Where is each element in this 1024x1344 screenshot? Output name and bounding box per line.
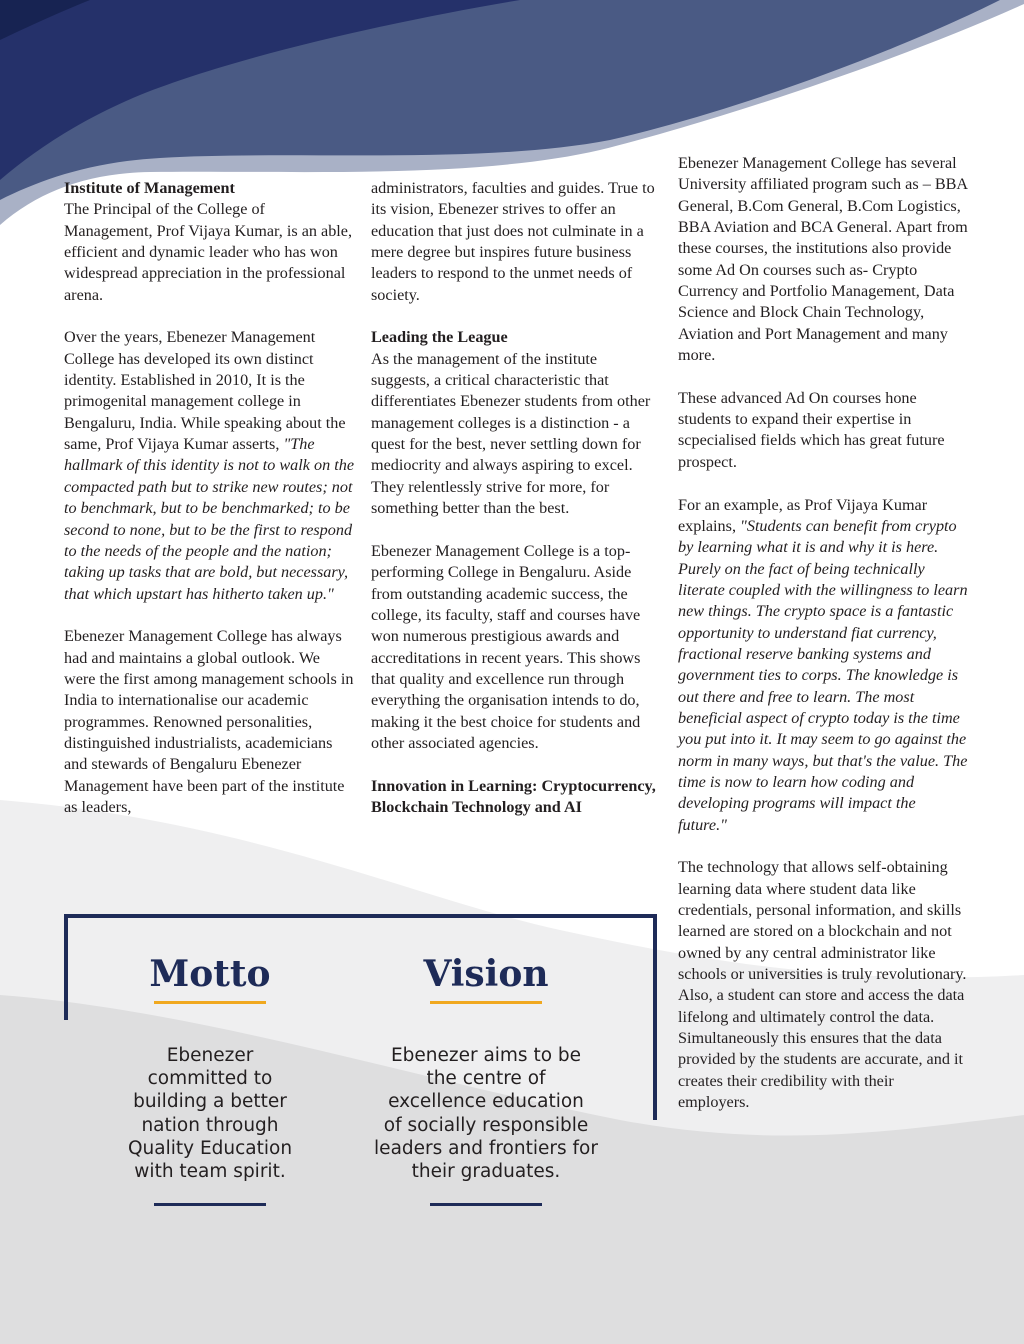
col2-para-3: Ebenezer Management College is a top-performing College in Bengaluru. Aside from outstanding academic success, the college, its faculty, staff and courses have won numerous prestigious awards and accreditations in recent years. This shows that quality and excellence run through everything the organisation intends to do, making it the best choice for students and other associated agencies. <box>371 541 641 752</box>
vision-line: of socially responsible <box>383 1114 589 1136</box>
vision-title: Vision <box>423 953 549 995</box>
column-2 <box>371 178 657 818</box>
motto-line: committed to <box>147 1068 273 1090</box>
col1-p2-quote: "The hallmark of this identity is not to walk on the compacted path but to strike new routes; not to benchmark, but to be benchmarked; to be second to none, but to be the first to respond to the needs of the people and the nation; taking up tasks that are bold, but necessary, that which upstart has hitherto taken up." <box>64 435 355 603</box>
col3-para-1: Ebenezer Management College has several University affiliated program such as – BBA General, B.Com General, B.Com Logistics, BBA Aviation and BCA General. Apart from these courses, the institutions also provide some Ad On courses such as- Crypto Currency and Portfolio Management, Data Science and Block Chain Technology, Aviation and Port Management and many more. <box>678 154 968 365</box>
col2-para-2 <box>371 327 657 519</box>
column-3 <box>678 153 968 1113</box>
col3-p3-lead: For an example, as Prof Vijaya Kumar explains, <box>678 495 928 535</box>
col3-para-3 <box>678 495 968 837</box>
vision-text <box>356 1044 616 1183</box>
box-frame-left <box>64 914 68 1020</box>
col1-para-2 <box>64 327 354 604</box>
vision-line: Ebenezer aims to be <box>390 1045 582 1066</box>
col1-para-1 <box>64 178 354 306</box>
motto-line: nation through <box>141 1114 279 1136</box>
column-1 <box>64 178 354 818</box>
motto-line: building a better <box>133 1091 287 1113</box>
col2-para-1: administrators, faculties and guides. True to its vision, Ebenezer strives to offer an education that just does not culminate in a mere degree but inspires future business leaders to respond to the unmet needs of society. <box>371 179 655 304</box>
motto-title: Motto <box>149 953 271 995</box>
box-frame-top <box>64 914 657 918</box>
motto-line: Quality Education <box>127 1137 293 1159</box>
col2-para-4 <box>371 776 657 819</box>
heading-innovation-in-learning: Innovation in Learning: Cryptocurrency, Blockchain Technology and AI <box>371 776 656 816</box>
box-frame-right <box>653 914 657 1120</box>
col1-p2-lead: Over the years, Ebenezer Management College has developed its own distinct identity. Established in 2010, It is the primogenital management college in Bengaluru, India. While speaking about the same, Prof Vijaya Kumar asserts, <box>64 328 346 454</box>
vision-line: leaders and frontiers for <box>374 1137 598 1159</box>
col1-para-3: Ebenezer Management College has always had and maintains a global outlook. We were the first among management schools in India to internationalise our academic programmes. Renowned personalities, distinguished industrialists, academicians and stewards of Bengaluru Ebenezer Management have been part of the institute as leaders, <box>64 627 354 816</box>
vision-bottom-rule <box>430 1203 542 1206</box>
col2-p2-text: As the management of the institute suggests, a critical characteristic that differentiates Ebenezer students from other management colleges is a distinction - a quest for the best, never settling down for mediocrity and always aspiring to excel. They relentlessly strive for more, for something better than the best. <box>371 349 651 518</box>
vision-line: their graduates. <box>411 1161 561 1183</box>
vision-line: excellence education <box>388 1091 584 1113</box>
col1-p1-text: The Principal of the College of Management, Prof Vijaya Kumar, is an able, efficient and dynamic leader who has won widespread appreciation in the professional arena. <box>64 200 353 304</box>
vision-gold-underline <box>430 1001 542 1004</box>
col3-para-4: The technology that allows self-obtaining learning data where student data like credentials, personal information, and skills learned are stored on a blockchain and not owned by any central administrator like schools or universities is truly revolutionary. Also, a student can store and access the data lifelong and ultimately control the data. Simultaneously this ensures that the data provided by the students are accurate, and it creates their credibility with their employers. <box>678 858 967 1112</box>
col3-p3-quote: "Students can benefit from crypto by learning what it is and why it is here. Purely on the fact of being technically literate coupled with the willingness to learn new things. The crypto space is a fantastic opportunity to understand fiat currency, fractional reserve banking systems and government ties to corps. The knowledge is out there and free to learn. The most beneficial aspect of crypto today is the time you put into it. It may seem to go against the norm in many ways, but that's the value. The time is now to learn how coding and developing programs will impact the future." <box>678 516 968 834</box>
motto-bottom-rule <box>154 1203 266 1206</box>
heading-institute-of-management: Institute of Management <box>64 179 235 197</box>
col3-para-2: These advanced Ad On courses hone students to expand their expertise in scpecialised fields which has great future prospect. <box>678 388 945 471</box>
motto-line: with team spirit. <box>134 1161 286 1183</box>
motto-line: Ebenezer <box>166 1045 254 1066</box>
heading-leading-the-league: Leading the League <box>371 328 508 347</box>
vision-line: the centre of <box>426 1068 546 1090</box>
motto-text <box>90 1044 330 1183</box>
motto-gold-underline <box>154 1001 266 1004</box>
